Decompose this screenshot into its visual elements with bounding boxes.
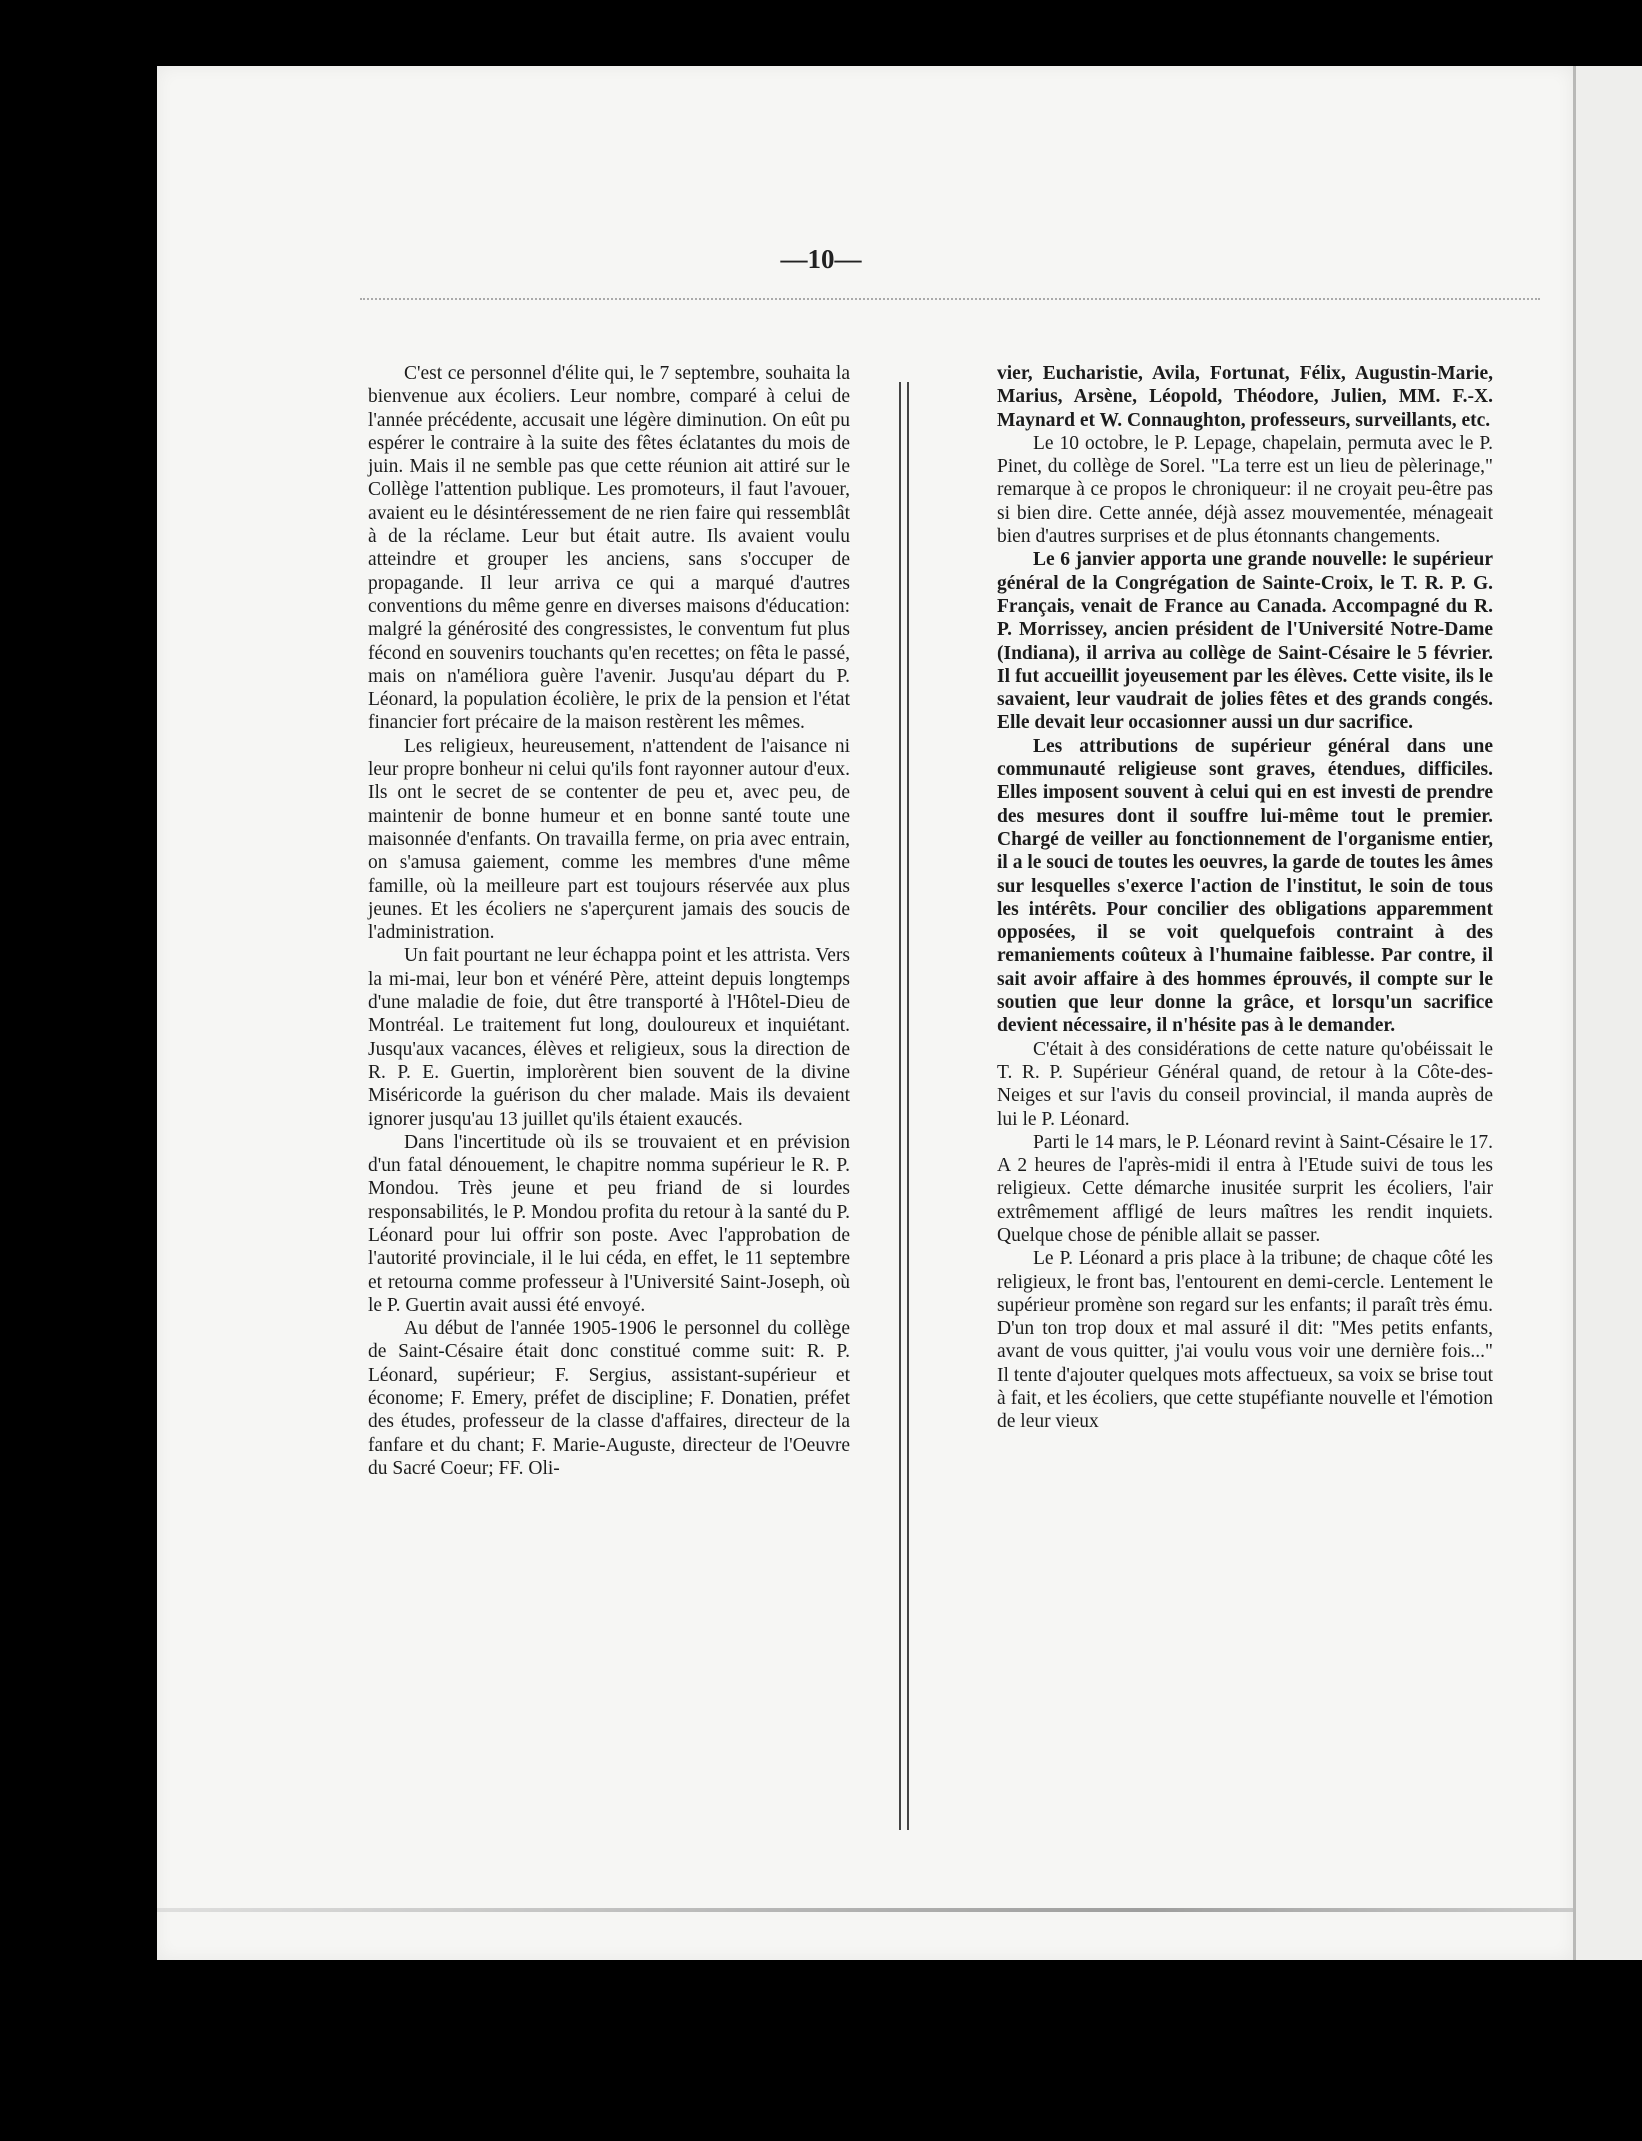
column-divider [899,382,909,1830]
page-bottom-edge [157,1908,1573,1912]
paragraph: Dans l'incertitude où ils se trouvaient et en prévision d'un fatal dénouement, le chapitre nomma supérieur le R. P. Mondou. Très jeune et peu friand de si lourdes responsabilités, le P. Mondou profita du retour à la santé du P. Léonard pour lui offrir son poste. Avec l'approbation de l'autorité provinciale, il le lui céda, en effet, le 11 septembre et retourna comme professeur à l'Université Saint-Joseph, où le P. Guertin avait aussi été envoyé. [368,1131,851,1316]
paragraph: C'était à des considérations de cette nature qu'obéissait le T. R. P. Supérieur Général quand, de retour à la Côte-des-Neiges et sur l'avis du conseil provincial, il manda auprès de lui le P. Léonard. [997,1038,1493,1130]
header-rule [360,298,1540,300]
paragraph: Un fait pourtant ne leur échappa point et les attrista. Vers la mi-mai, leur bon et vénéré Père, atteint depuis longtemps d'une maladie de foie, dut être transporté à l'Hôtel-Dieu de Montréal. Le traitement fut long, douloureux et inquiétant. Jusqu'aux vacances, élèves et religieux, sous la direction de R. P. E. Guertin, implorèrent bien souvent de la divine Miséricorde la guérison du cher malade. Mais ils devaient ignorer jusqu'au 13 juillet qu'ils étaient exaucés. [368,945,850,1130]
left-column [368,362,850,1480]
paragraph: Les attributions de supérieur général dans une communauté religieuse sont graves, étendues, difficiles. Elles imposent souvent à celui qui en est investi de prendre des mesures dont il souffre lui-même tout le premier. Chargé de veiller au fonctionnement de l'organisme entier, il a le souci de toutes les oeuvres, la garde de toutes les âmes sur lesquelles s'exerce l'action de l'institut, le soin de tous les intérêts. Pour concilier des obligations apparemment opposées, il se voit quelquefois contraint à des remaniements coûteux à l'humaine faiblesse. Par contre, il sait avoir affaire à des hommes éprouvés, il compte sur le soutien que leur donne la grâce, et lorsqu'un sacrifice devient nécessaire, il n'hésite pas à le demander. [997,735,1493,1037]
paragraph: Le 10 octobre, le P. Lepage, chapelain, permuta avec le P. Pinet, du collège de Sorel. "La terre est un lieu de pèlerinage," remarque à ce propos le chroniqueur: il ne croyait peu-être pas si bien dire. Cette année, déjà assez mouvementée, ménageait bien d'autres surprises et de plus étonnants changements. [997,432,1493,548]
page-number: —10— [780,244,862,274]
paragraph: Au début de l'année 1905-1906 le personnel du collège de Saint-Césaire était donc constitué comme suit: R. P. Léonard, supérieur; F. Sergius, assistant-supérieur et économe; F. Emery, préfet de discipline; F. Donatien, préfet des études, professeur de la classe d'affaires, directeur de la fanfare et du chant; F. Marie-Auguste, directeur de l'Oeuvre du Sacré Coeur; FF. Oli- [368,1318,850,1479]
paragraph: C'est ce personnel d'élite qui, le 7 septembre, souhaita la bienvenue aux écoliers. Leur nombre, comparé à celui de l'année précédente, accusait une légère diminution. On eût pu espérer le contraire à la suite des fêtes éclatantes du mois de juin. Mais il ne semble pas que cette réunion ait attiré sur le Collège l'attention publique. Les promoteurs, il faut l'avouer, avaient eu le désintéressement de ne rien faire qui ressemblât à de la réclame. Leur but était autre. Ils avaient voulu atteindre et grouper les anciens, sans s'occuper de propagande. Il leur arriva ce qui a marqué d'autres conventions du même genre en diverses maisons d'éducation: malgré la générosité des congressistes, le conventum fut plus fécond en souvenirs touchants qu'en recettes; on fêta le passé, mais on n'améliora guère l'avenir. Jusqu'au départ du P. Léonard, la population écolière, le prix de la pension et l'état financier fort précaire de la maison restèrent les mêmes. [368,363,850,734]
paragraph: vier, Eucharistie, Avila, Fortunat, Félix, Augustin-Marie, Marius, Arsène, Léopold, Théodore, Julien, MM. F.-X. Maynard et W. Connaughton, professeurs, surveillants, etc. [997,363,1493,431]
right-column [997,362,1493,1434]
paragraph: Le 6 janvier apporta une grande nouvelle: le supérieur général de la Congrégation de Sainte-Croix, le T. R. P. G. Français, venait de France au Canada. Accompagné du R. P. Morrissey, ancien président de l'Université Notre-Dame (Indiana), il arriva au collège de Saint-Césaire le 5 février. Il fut accueillit joyeusement par les élèves. Cette visite, ils le savaient, leur vaudrait de jolies fêtes et des grands congés. Elle devait leur occasionner aussi un dur sacrifice. [997,549,1493,734]
paragraph: Le P. Léonard a pris place à la tribune; de chaque côté les religieux, le front bas, l'entourent en demi-cercle. Lentement le supérieur promène son regard sur les enfants; il paraît très ému. D'un ton trop doux et mal assuré il dit: "Mes petits enfants, avant de vous quitter, j'ai voulu vous voir une dernière fois..." Il tente d'ajouter quelques mots affectueux, sa voix se brise tout à fait, et les écoliers, que cette stupéfiante nouvelle et l'émotion de leur vieux [997,1248,1493,1433]
paragraph: Les religieux, heureusement, n'attendent de l'aisance ni leur propre bonheur ni celui qu'ils font rayonner autour d'eux. Ils ont le secret de se contenter de peu et, avec peu, de maintenir de bonne humeur et en bonne santé toute une maisonnée d'enfants. On travailla ferme, on pria avec entrain, on s'amusa gaiement, comme les membres d'une même famille, où la meilleure part est toujours réservée aux plus jeunes. Et les écoliers ne s'aperçurent jamais des soucis de l'administration. [368,735,850,944]
paragraph: Parti le 14 mars, le P. Léonard revint à Saint-Césaire le 17. A 2 heures de l'après-midi il entra à l'Etude suivi de tous les religieux. Cette démarche inusitée surprit les écoliers, l'air extrêmement affligé de leurs maîtres les rendit inquiets. Quelque chose de pénible allait se passer. [997,1131,1493,1246]
adjacent-page-edge [1573,66,1642,1960]
